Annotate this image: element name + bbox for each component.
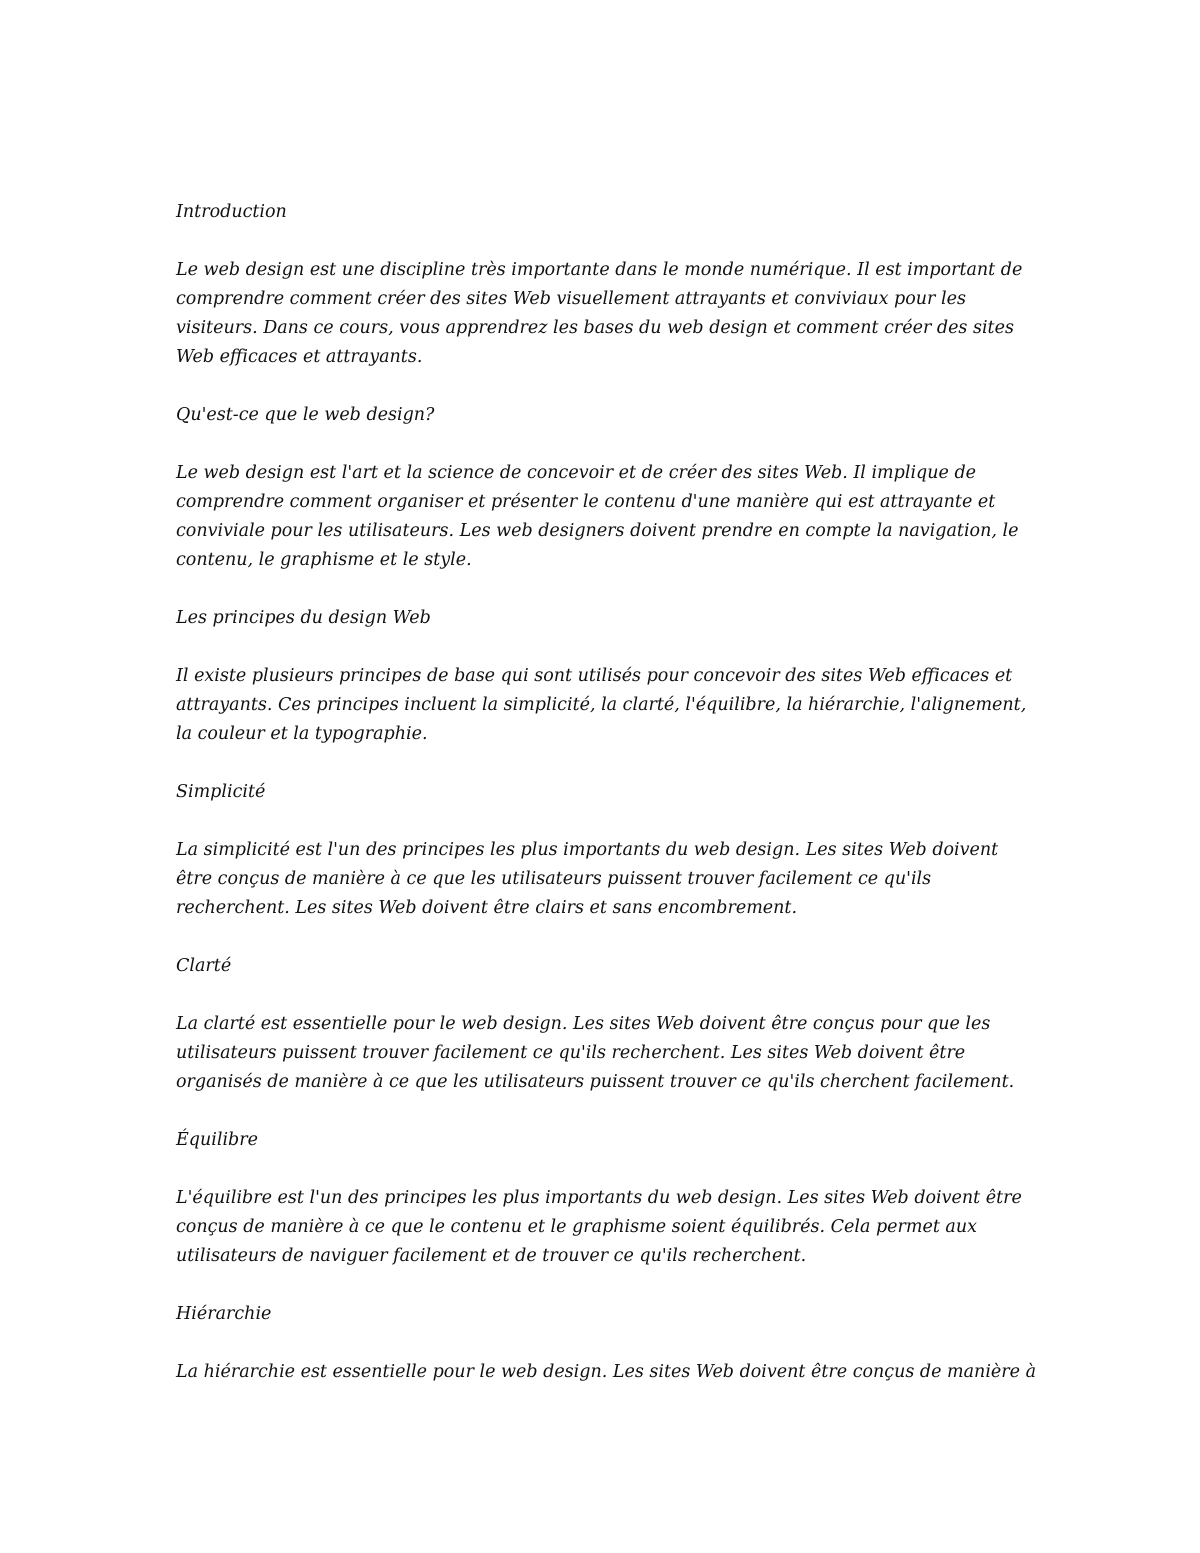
paragraph-simplicity: La simplicité est l'un des principes les plus importants du web design. Les sites Web doivent être conçus de manière à ce que les utilisateurs puissent trouver facilement ce qu'ils recherchent. Les sites Web doivent être clairs et sans encombrement. [176, 840, 999, 918]
section-heading-simplicity: Simplicité [176, 782, 266, 802]
document-body [176, 198, 1036, 1416]
paragraph-clarity: La clarté est essentielle pour le web design. Les sites Web doivent être conçus pour que les utilisateurs puissent trouver facilement ce qu'ils recherchent. Les sites Web doivent être organisés de manière à ce que les utilisateurs puissent trouver ce qu'ils cherchent facilement. [176, 1014, 1015, 1092]
section-heading-principles: Les principes du design Web [176, 608, 431, 628]
paragraph-hierarchy: La hiérarchie est essentielle pour le web design. Les sites Web doivent être conçus de manière à [176, 1362, 1037, 1382]
paragraph-introduction: Le web design est une discipline très importante dans le monde numérique. Il est important de comprendre comment créer des sites Web visuellement attrayants et conviviaux pour les visiteurs. Dans ce cours, vous apprendrez les bases du web design et comment créer des sites Web efficaces et attrayants. [176, 260, 1023, 367]
paragraph-principles: Il existe plusieurs principes de base qui sont utilisés pour concevoir des sites Web efficaces et attrayants. Ces principes incluent la simplicité, la clarté, l'équilibre, la hiérarchie, l'alignement, la couleur et la typographie. [176, 666, 1027, 744]
section-heading-introduction: Introduction [176, 202, 287, 222]
section-heading-what-is-web-design: Qu'est-ce que le web design? [176, 405, 435, 425]
paragraph-what-is-web-design: Le web design est l'art et la science de concevoir et de créer des sites Web. Il implique de comprendre comment organiser et présenter le contenu d'une manière qui est attrayante et conviviale pour les utilisateurs. Les web designers doivent prendre en compte la navigation, le contenu, le graphisme et le style. [176, 463, 1019, 570]
section-heading-clarity: Clarté [176, 956, 232, 976]
paragraph-balance: L'équilibre est l'un des principes les plus importants du web design. Les sites Web doivent être conçus de manière à ce que le contenu et le graphisme soient équilibrés. Cela permet aux utilisateurs de naviguer facilement et de trouver ce qu'ils recherchent. [176, 1188, 1022, 1266]
section-heading-hierarchy: Hiérarchie [176, 1304, 272, 1324]
section-heading-balance: Équilibre [176, 1130, 258, 1150]
